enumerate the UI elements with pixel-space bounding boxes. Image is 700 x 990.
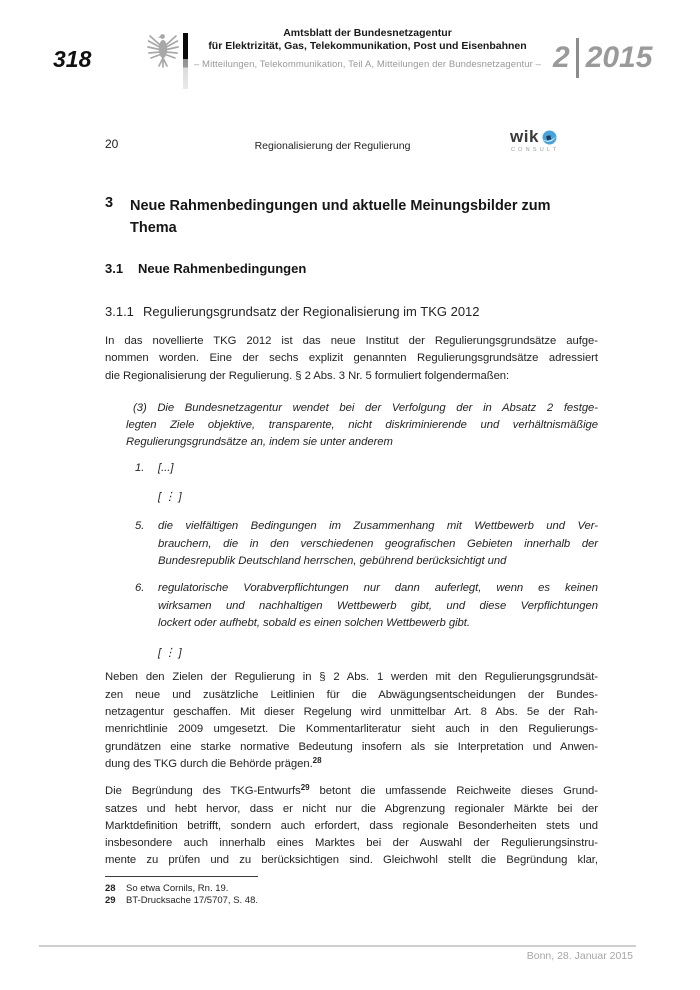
subsection-heading-text: Neue Rahmenbedingungen	[138, 261, 307, 276]
quote-item-text: die vielfältigen Bedingungen im Zusammenhang mit Wettbewerb und Ver- brauchern, die in den verschiedenen geografischen Gebieten innerhalb der Bundesrepublik Deutschland herrschen, gebührend berücksichtigt und	[158, 520, 598, 567]
quote-list-item-6	[105, 580, 598, 632]
footnote-reference: 28	[312, 755, 322, 765]
footnote-reference: 29	[300, 783, 310, 793]
issue-year: 2015	[585, 41, 653, 74]
running-title: Regionalisierung der Regulierung	[254, 140, 411, 152]
footnote-number: 29	[105, 895, 116, 907]
footer-date: Bonn, 28. Januar 2015	[526, 950, 633, 962]
footnote-number: 28	[105, 883, 116, 894]
footnote-separator-rule	[105, 876, 258, 877]
paragraph-intro: In das novellierte TKG 2012 ist das neue Institut der Regulierungsgrundsätze aufge- nommen worden. Eine der sechs explizit genannten Regulierungsgrundsätze adressiert die Regionalisierung der Regulierung. § 2 Abs. 3 Nr. 5 formuliert folgendermaßen:	[105, 335, 598, 382]
footnote-28	[105, 883, 598, 895]
subsection-heading-number: 3.1	[105, 261, 124, 276]
wik-consult-logo	[510, 128, 590, 153]
quote-item-number: 6.	[135, 582, 145, 595]
report-page-number: 20	[105, 137, 119, 151]
wik-logo-text: wik	[510, 127, 539, 146]
footnotes	[105, 876, 598, 908]
quote-ellipsis-marker: [ ⋮ ]	[158, 647, 182, 660]
journal-page-number: 318	[53, 46, 92, 72]
journal-title-block	[190, 27, 545, 70]
quote-item-text: regulatorische Vorabverpflichtungen nur dann auferlegt, wenn es keinen wirksamen und nachhaltigen Wettbewerb gibt, und diese Verpflichtungen lockert oder aufhebt, sobald es einen solchen Wettbewerb gibt.	[158, 582, 598, 629]
wik-logo-subtext: CONSULT	[511, 147, 560, 153]
quote-item-number: 1.	[135, 461, 145, 474]
subsubsection-heading-number: 3.1.1	[105, 304, 134, 319]
quote-intro: (3) Die Bundesnetzagentur wendet bei der Verfolgung der in Absatz 2 festge- legten Ziele objektive, transparente, nicht diskriminierende und verhältnismäßige Regulierungsgrundsätze an, indem sie unter anderem	[126, 401, 598, 449]
paragraph-regulierungsgrundsaetze: Neben den Zielen der Regulierung in § 2 Abs. 1 werden mit den Regulierungsgrundsät- zen neue und zusätzliche Leitlinien für die Abwägungsentscheidungen der Bundes- netzagentur geschaffen. Mit dieser Regelung wird unmittelbar Art. 8 Abs. 5e der Rah- menrichtlinie 2009 umgesetzt. Die Kommentarliteratur sieht auch in den Regulierungs- grundätzen eine starke normative Bedeutung insofern als sie Interpretation und Anwen- dung des TKG durch die Behörde prägen.$^{28}$	[105, 671, 598, 770]
quote-item-text: [...]	[158, 461, 174, 474]
subsection-heading-3-1	[105, 260, 598, 278]
journal-title-line2: für Elektrizität, Gas, Telekommunikation, Post und Eisenbahnen	[208, 40, 527, 52]
issue-info	[553, 38, 652, 78]
footnote-text: So etwa Cornils, Rn. 19.	[126, 883, 229, 894]
footer-rule	[39, 945, 636, 947]
section-heading-line1: Neue Rahmenbedingungen und aktuelle Meinungsbilder zum	[130, 198, 551, 214]
section-heading-3	[105, 195, 598, 239]
document-content	[105, 190, 598, 870]
paragraph-begruendung: Die Begründung des TKG-Entwurfs$^{29}$ betont die umfassende Reichweite dieses Grund- satzes und hebt hervor, dass er nicht nur die Abgrenzung regionaler Märkte bei der Marktdefinition betrifft, sondern auch erfordert, dass regionale Besonderheiten stets und insbesondere auch innerhalb eines Marktes bei der Auswahl der Regulierungsinstru- mente zu prüfen und zu berücksichtigen sind. Gleichwohl stellt die Begründung klar,	[105, 783, 598, 867]
issue-number: 2	[553, 41, 570, 74]
federal-eagle-icon	[147, 32, 179, 70]
footnote-text: BT-Drucksache 17/5707, S. 48.	[126, 895, 259, 907]
quote-item-number: 5.	[135, 520, 145, 533]
journal-subtitle: – Mitteilungen, Telekommunikation, Teil A, Mitteilungen der Bundesnetzagentur –	[193, 59, 542, 70]
journal-title-line1: Amtsblatt der Bundesnetzagentur	[283, 27, 452, 39]
footnote-29	[105, 895, 598, 907]
issue-divider-bar	[576, 38, 579, 78]
section-heading-line2: Thema	[130, 220, 177, 236]
quote-list-item-1	[105, 460, 598, 477]
subsubsection-heading-text: Regulierungsgrundsatz der Regionalisierung im TKG 2012	[143, 304, 480, 319]
header-divider-bar	[183, 33, 188, 89]
wik-globe-icon	[542, 130, 557, 145]
quote-list-item-5	[105, 518, 598, 570]
quote-ellipsis-marker: [ ⋮ ]	[158, 491, 182, 504]
subsubsection-heading-3-1-1	[105, 303, 598, 321]
section-heading-number: 3	[105, 195, 114, 211]
